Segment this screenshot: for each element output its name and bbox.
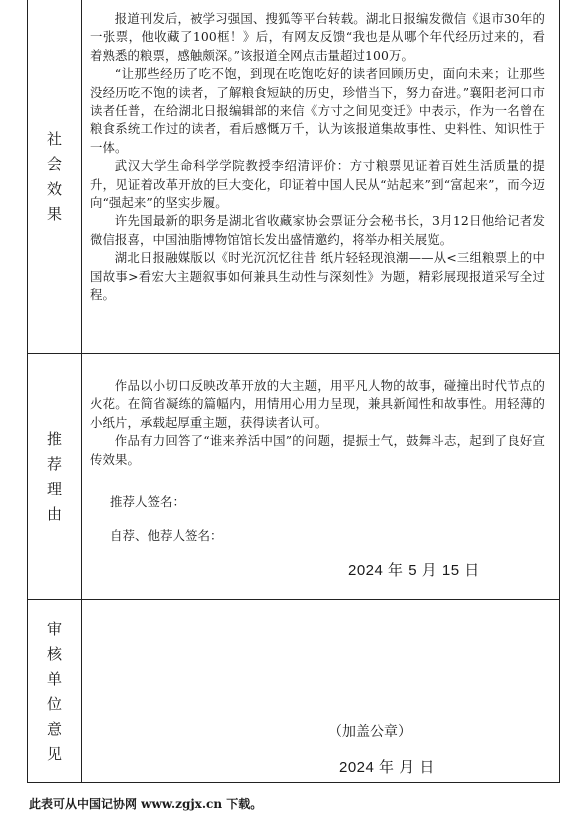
social-effect-label-cell bbox=[28, 0, 82, 353]
recommend-reason-row bbox=[28, 354, 559, 600]
recommend-reason-paragraph: 作品有力回答了“谁来养活中国”的问题，提振士气，鼓舞斗志，起到了良好宣传效果。 bbox=[90, 433, 545, 467]
review-unit-label-cell bbox=[28, 600, 82, 783]
recommendation-form-table bbox=[27, 0, 560, 783]
download-note-footer: 此表可从中国记协网 www.zgjx.cn 下载。 bbox=[29, 797, 263, 811]
recommend-reason-paragraph: 作品以小切口反映改革开放的大主题，用平凡人物的故事，碰撞出时代节点的火花。在简省凝练的篇幅内，用情用心用力呈现，兼具新闻性和故事性。用轻薄的小纸片，承载起厚重主题，获得读者认可。 bbox=[90, 378, 545, 430]
recommend-reason-content bbox=[90, 377, 545, 469]
recommender-signature-label: 推荐人签名： bbox=[110, 494, 186, 509]
recommend-reason-label: 推荐理由 bbox=[46, 429, 62, 523]
social-effect-paragraph: 许先国最新的职务是湖北省收藏家协会票证分会秘书长，3月12日他给记者发微信报喜，中国油脂博物馆馆长发出盛情邀约，将举办相关展览。 bbox=[90, 213, 545, 247]
official-stamp-note: （加盖公章） bbox=[328, 724, 412, 740]
social-effect-paragraph: “让那些经历了吃不饱，到现在吃饱吃好的读者回顾历史，面向未来；让那些没经历吃不饱的读者，了解粮食短缺的历史，珍惜当下，努力奋进。”襄阳老河口市读者任普，在给湖北日报编辑部的来信《方寸之间见变迁》中表示，作为一名曾在粮食系统工作过的读者，看后感慨万千，认为该报道集故事性、史料性、知识性于一体。 bbox=[90, 66, 545, 155]
social-effect-row bbox=[28, 0, 559, 354]
review-unit-row bbox=[28, 600, 559, 783]
review-unit-label: 审核单位意见 bbox=[46, 619, 62, 763]
social-effect-label: 社会效果 bbox=[46, 129, 62, 223]
social-effect-paragraph: 武汉大学生命科学学院教授李绍清评价：方寸粮票见证着百姓生活质量的提升，见证着改革开放的巨大变化，印证着中国人民从“站起来”到“富起来”，而今迈向“强起来”的坚实步履。 bbox=[90, 158, 545, 211]
social-effect-content bbox=[90, 10, 545, 305]
self-other-signature-label: 自荐、他荐人签名： bbox=[110, 528, 223, 543]
recommend-date: 2024 年 5 月 15 日 bbox=[348, 562, 480, 579]
social-effect-paragraph: 湖北日报融媒版以《时光沉沉忆往昔 纸片轻轻现浪潮——从<三组粮票上的中国故事>看宏大主题叙事如何兼具生动性与深刻性》为题，精彩展现报道采写全过程。 bbox=[90, 250, 545, 303]
recommend-reason-label-cell bbox=[28, 354, 82, 599]
review-date: 2024 年 月 日 bbox=[339, 759, 435, 776]
social-effect-paragraph: 报道刊发后，被学习强国、搜狐等平台转载。湖北日报编发微信《退市30年的一张票，他收藏了100框！》后，有网友反馈“我也是从哪个年代经历过来的，看着熟悉的粮票，感触颇深。”该报道全网点击量超过100万。 bbox=[90, 11, 545, 63]
